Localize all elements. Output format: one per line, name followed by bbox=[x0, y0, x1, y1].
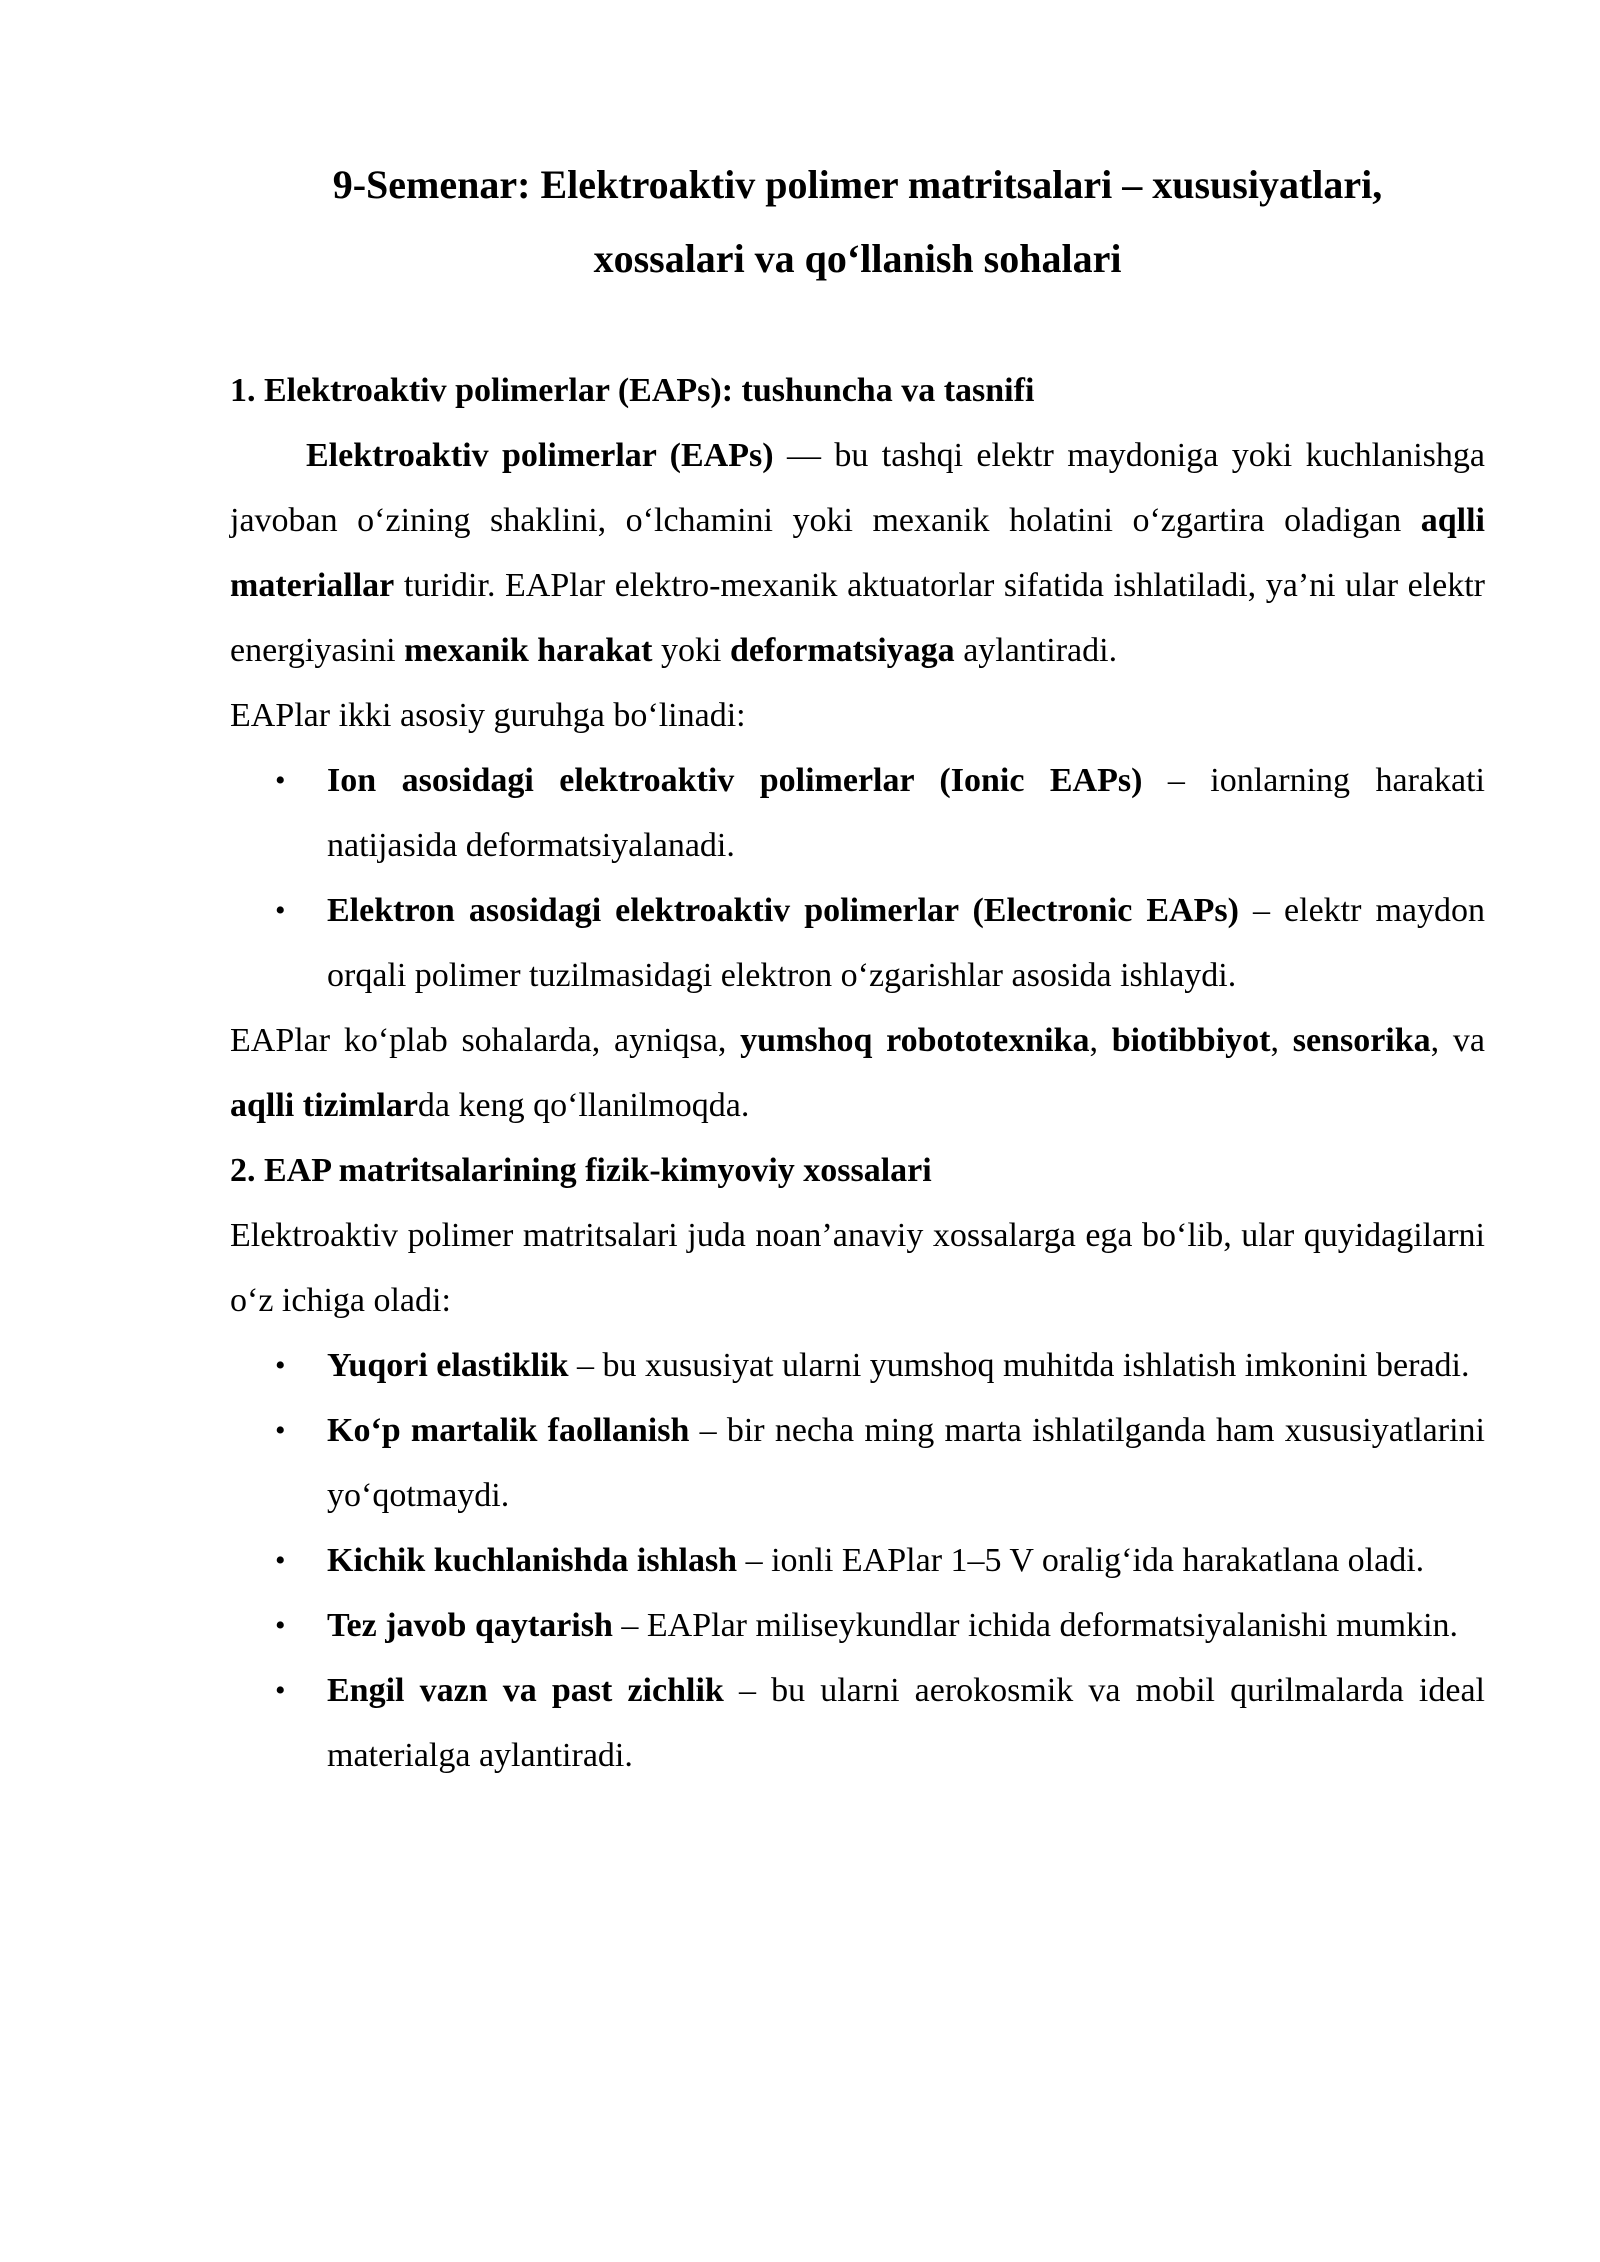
list-item bbox=[230, 1658, 1485, 1788]
list-item-text: – bir necha ming marta ishlatilganda ham xususiyatlarini yo‘qotmaydi. bbox=[327, 1412, 1485, 1514]
section-1-intro-paragraph bbox=[230, 423, 1485, 683]
section-2-intro-paragraph: Elektroaktiv polimer matritsalari juda noan’anaviy xossalarga ega bo‘lib, ular quyidagilarni o‘z ichiga oladi: bbox=[230, 1217, 1485, 1319]
list-item-term: Elektron asosidagi elektroaktiv polimerlar (Electronic EAPs) bbox=[327, 892, 1239, 929]
list-item bbox=[230, 1593, 1485, 1658]
bullet-icon: • bbox=[275, 1544, 286, 1577]
usage-bold-term: biotibbiyot bbox=[1111, 1022, 1271, 1059]
page-title: 9-Semenar: Elektroaktiv polimer matritsalari – xususiyatlari, xossalari va qo‘llanish sohalari bbox=[332, 162, 1383, 281]
bullet-icon: • bbox=[275, 1674, 286, 1707]
list-item bbox=[230, 1333, 1485, 1398]
bullet-icon: • bbox=[275, 894, 286, 927]
list-item-text: – bu ularni aerokosmik va mobil qurilmalarda ideal materialga aylantiradi. bbox=[327, 1672, 1486, 1774]
list-item-term: Yuqori elastiklik bbox=[327, 1347, 569, 1384]
list-item bbox=[230, 1398, 1485, 1528]
section-2-heading: 2. EAP matritsalarining fizik-kimyoviy xossalari bbox=[230, 1152, 932, 1189]
groups-intro: EAPlar ikki asosiy guruhga bo‘linadi: bbox=[230, 697, 746, 734]
list-item bbox=[230, 748, 1485, 878]
intro-bold-term: Elektroaktiv polimerlar (EAPs) bbox=[306, 437, 774, 474]
bullet-icon: • bbox=[275, 1414, 286, 1447]
intro-text: — bu tashqi elektr maydoniga yoki kuchlanishga javoban o‘zining shaklini, o‘lchamini yoki mexanik holatini o‘zgartira oladigan bbox=[230, 437, 1485, 539]
usage-text: , va bbox=[1430, 1022, 1485, 1059]
intro-text: turidir. EAPlar elektro-mexanik aktuatorlar sifatida ishlatiladi, ya’ni ular elektr energiyasini bbox=[230, 567, 1485, 669]
list-item-text: – ionlarning harakati natijasida deformatsiyalanadi. bbox=[327, 762, 1485, 864]
eap-groups-list bbox=[230, 748, 1485, 1008]
intro-bold-term: aqlli materiallar bbox=[230, 502, 1485, 604]
properties-list bbox=[230, 1333, 1485, 1788]
usage-text: , bbox=[1089, 1022, 1112, 1059]
list-item-text: – ionli EAPlar 1–5 V oralig‘ida harakatlana oladi. bbox=[737, 1542, 1425, 1579]
list-item bbox=[230, 1528, 1485, 1593]
section-1-heading: 1. Elektroaktiv polimerlar (EAPs): tushuncha va tasnifi bbox=[230, 372, 1035, 409]
intro-bold-term: deformatsiyaga bbox=[729, 632, 955, 669]
list-item bbox=[230, 878, 1485, 1008]
list-item-term: Ion asosidagi elektroaktiv polimerlar (Ionic EAPs) bbox=[327, 762, 1143, 799]
usage-text: EAPlar ko‘plab sohalarda, ayniqsa, bbox=[230, 1022, 741, 1059]
usage-bold-term: aqlli tizimlar bbox=[230, 1087, 418, 1124]
list-item-term: Kichik kuchlanishda ishlash bbox=[327, 1542, 738, 1579]
bullet-icon: • bbox=[275, 1609, 286, 1642]
document-page bbox=[230, 148, 1485, 1788]
intro-text: yoki bbox=[652, 632, 730, 669]
list-item-term: Ko‘p martalik faollanish bbox=[327, 1412, 690, 1449]
bullet-icon: • bbox=[275, 1349, 286, 1382]
list-item-term: Tez javob qaytarish bbox=[327, 1607, 613, 1644]
bullet-icon: • bbox=[275, 764, 286, 797]
usage-text: , bbox=[1270, 1022, 1293, 1059]
list-item-text: – bu xususiyat ularni yumshoq muhitda ishlatish imkonini beradi. bbox=[568, 1347, 1470, 1384]
title-spacer bbox=[230, 296, 1485, 358]
list-item-text: – elektr maydon orqali polimer tuzilmasidagi elektron o‘zgarishlar asosida ishlaydi. bbox=[327, 892, 1485, 994]
usage-bold-term: sensorika bbox=[1292, 1022, 1431, 1059]
intro-bold-term: mexanik harakat bbox=[404, 632, 653, 669]
list-item-term: Engil vazn va past zichlik bbox=[327, 1672, 724, 1709]
list-item-text: – EAPlar miliseykundlar ichida deformatsiyalanishi mumkin. bbox=[612, 1607, 1459, 1644]
usage-bold-term: yumshoq robototexnika bbox=[740, 1022, 1090, 1059]
intro-text: aylantiradi. bbox=[954, 632, 1118, 669]
usage-text: da keng qo‘llanilmoqda. bbox=[417, 1087, 750, 1124]
usage-paragraph bbox=[230, 1008, 1485, 1138]
